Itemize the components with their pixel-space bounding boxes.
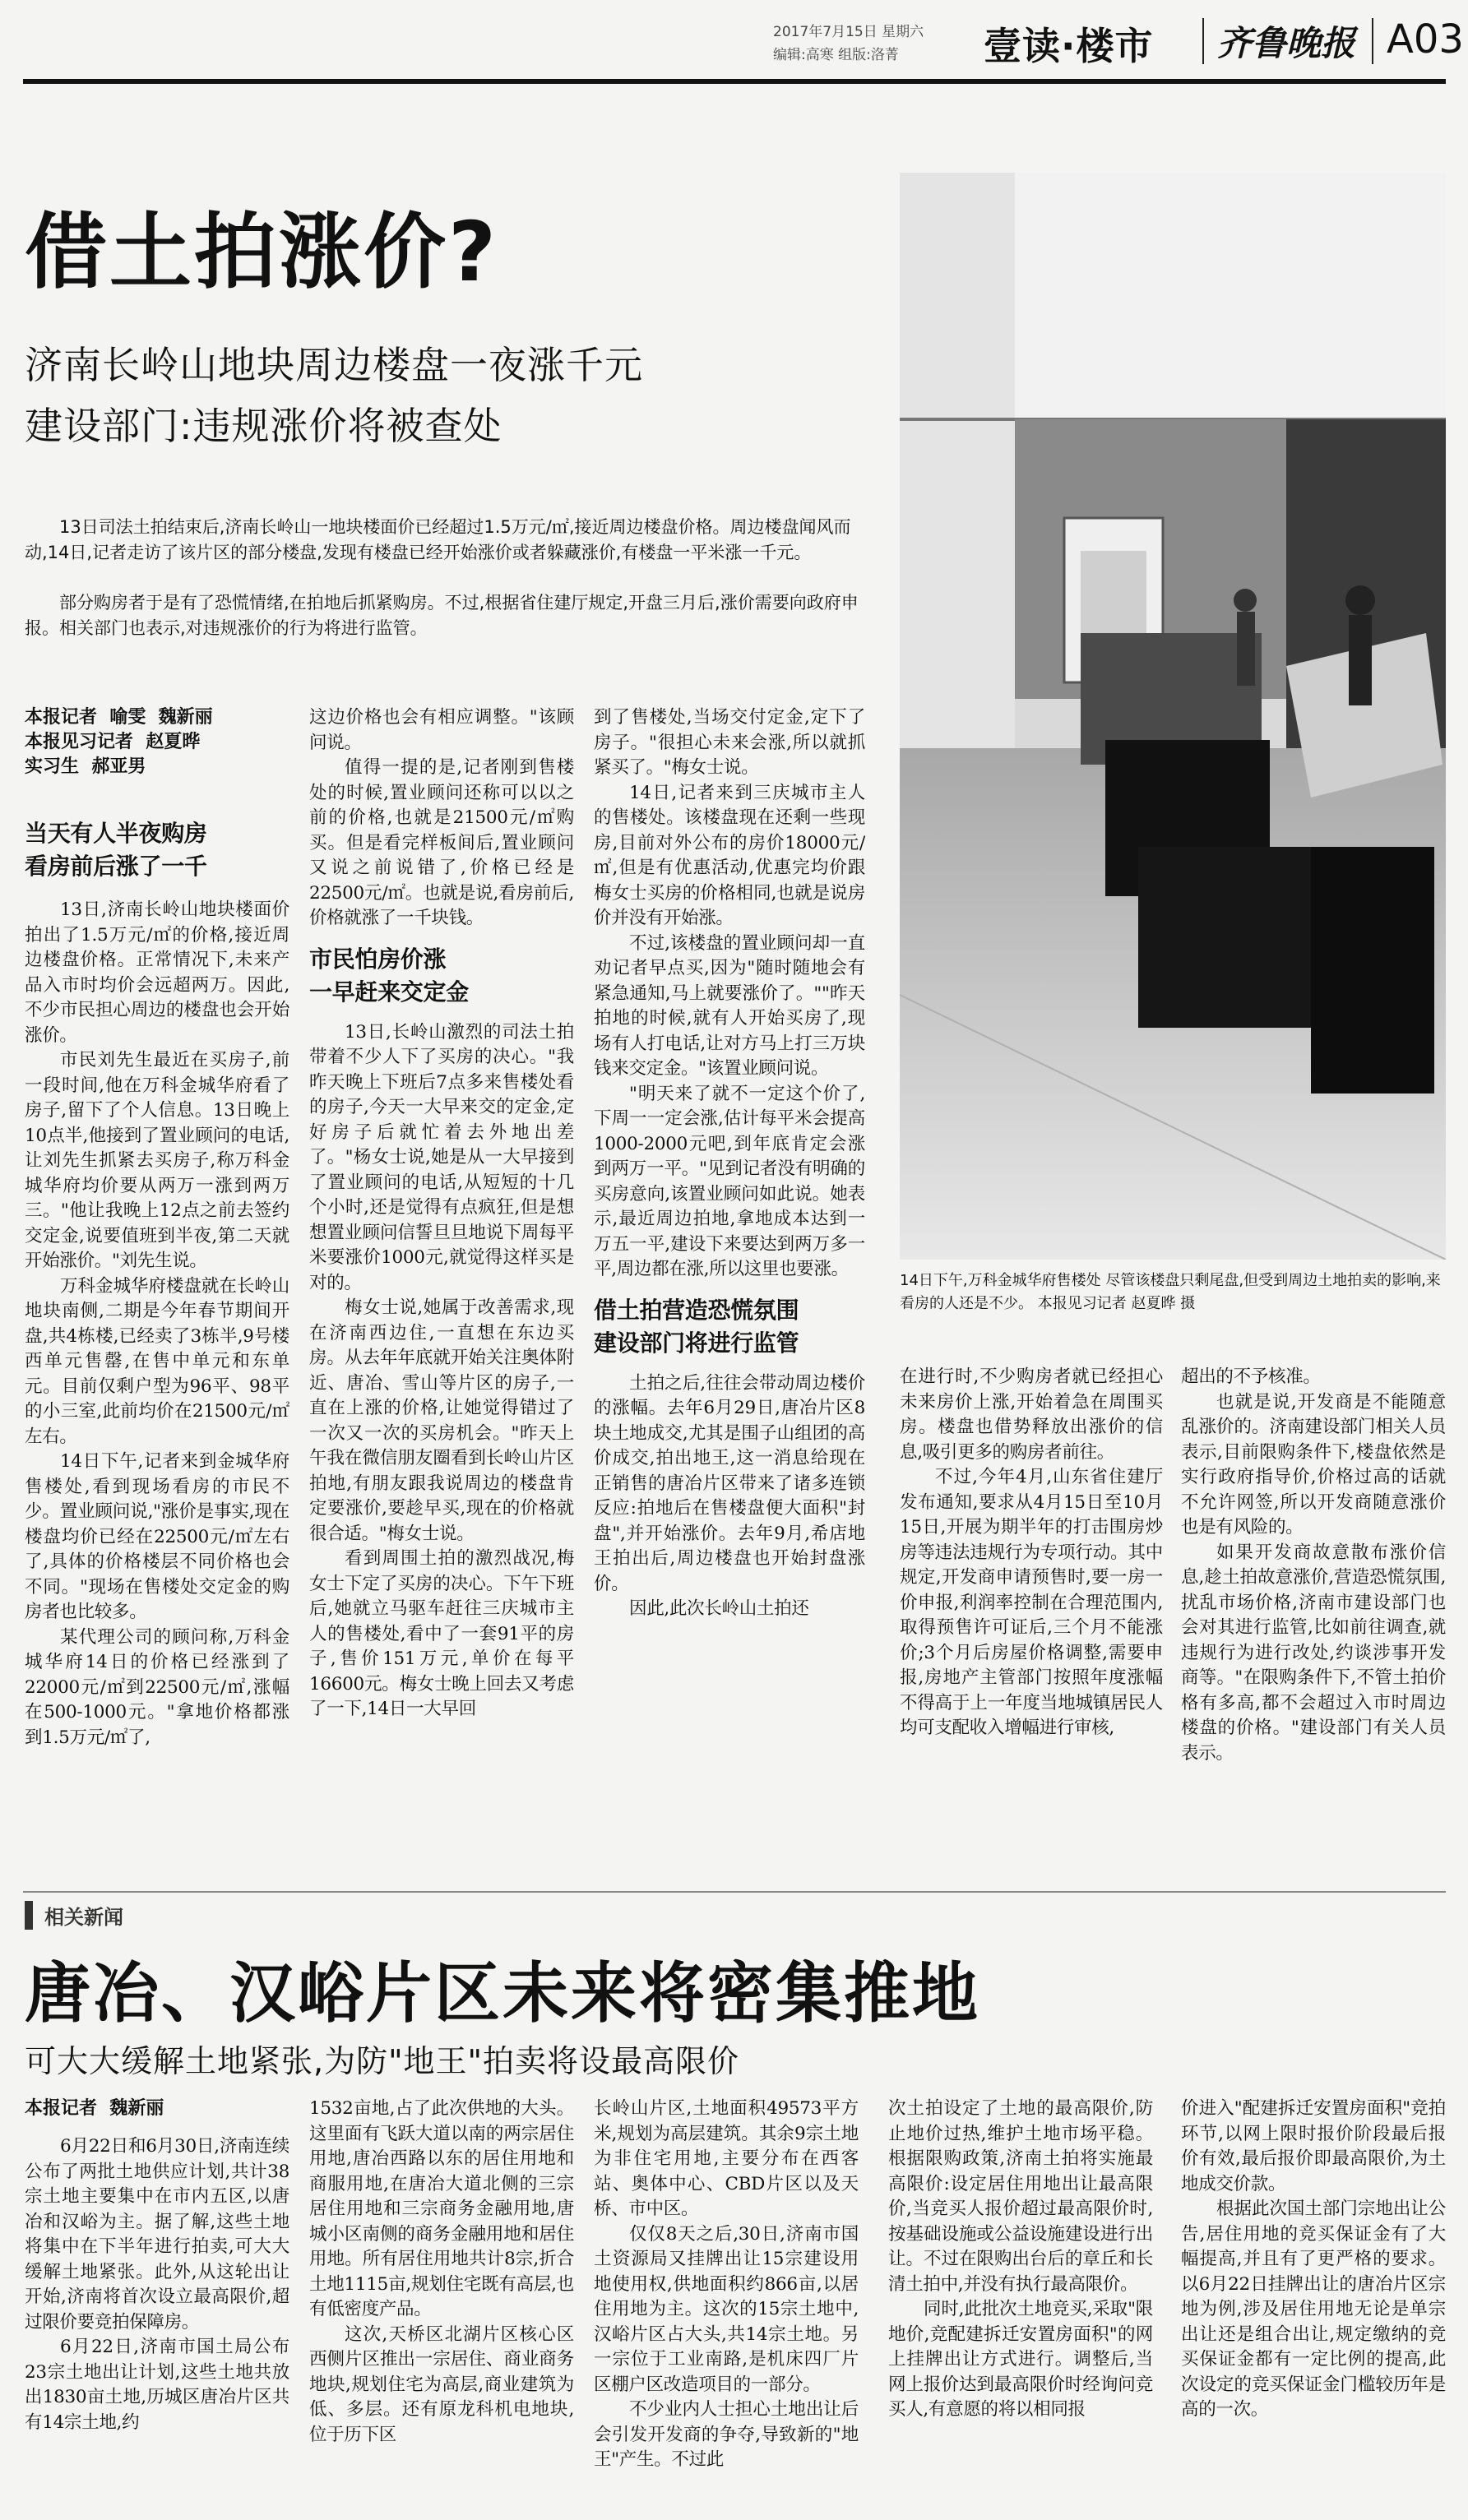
main-subheadline-2: 建设部门:违规涨价将被查处: [25, 404, 502, 448]
section-divider: [23, 1891, 1446, 1893]
paragraph: 14日下午,记者来到金城华府售楼处,看到现场看房的市民不少。置业顾问说,"涨价是事实,现在楼盘均价已经在22500元/㎡左右了,具体的价格楼层不同价格也会不同。"现场在售楼处交定金的购房者也比较多。: [25, 1451, 289, 1622]
sales-office-photo: [900, 173, 1446, 1260]
related-byline: 本报记者 魏新丽: [25, 2098, 164, 2119]
paragraph: 同时,此批次土地竞买,采取"限地价,竞配建拆迁安置房面积"的网上挂牌出让方式进行。调整后,当网上报价达到最高限价时经询问竞买人,有意愿的将以相同报: [888, 2299, 1153, 2420]
header-rule: [23, 79, 1446, 84]
issue-date: 2017年7月15日 星期六: [773, 24, 924, 40]
paragraph: 也就是说,开发商是不能随意乱涨价的。济南建设部门相关人员表示,目前限购条件下,楼盘依然是实行政府指导价,价格过高的话就不允许网签,所以开发商随意涨价也是有风险的。: [1181, 1391, 1446, 1537]
paragraph: 土拍之后,往往会带动周边楼价的涨幅。去年6月29日,唐冶片区8块土地成交,尤其是围子山组团的高价成交,拍出地王,这一消息给现在正销售的唐冶片区带来了诸多连锁反应:拍地后在售楼盘便大面积"封盘",并开始涨价。去年9月,希店地王拍出后,周边楼盘也开始封盘涨价。: [594, 1372, 865, 1594]
related-subheadline: 可大大缓解土地紧张,为防"地王"拍卖将设最高限价: [25, 2043, 740, 2079]
paragraph: 14日,记者来到三庆城市主人的售楼处。该楼盘现在还剩一些现房,目前对外公布的房价18000元/㎡,但是有优惠活动,优惠完均价跟梅女士买房的价格相同,也就是说房价并没有开始涨。: [594, 782, 865, 928]
paragraph: 13日,济南长岭山地块楼面价拍出了1.5万元/㎡的价格,接近周边楼盘价格。正常情况下,未来产品入市时均价会远超两万。因此,不少市民担心周边的楼盘也会开始涨价。: [25, 899, 289, 1046]
article-column-5: [1181, 1365, 1446, 1766]
paragraph: 因此,此次长岭山土拍还: [629, 1598, 809, 1619]
header-divider: [1202, 18, 1204, 64]
main-headline: 借土拍涨价?: [25, 204, 499, 300]
paragraph: 市民刘先生最近在买房子,前一段时间,他在万科金城华府看了房子,留下了个人信息。13日晚上10点半,他接到了置业顾问的电话,让刘先生抓紧去买房子,称万科金城华府均价要从两万一涨到两万三。"他让我晚上12点之前去签约交定金,说要值班到半夜,第二天就开始涨价。"刘先生说。: [25, 1050, 289, 1271]
paragraph: 13日,长岭山激烈的司法土拍带着不少人下了买房的决心。"我昨天晚上下班后7点多来售楼处看的房子,今天一大早来交的定金,定好房子后就忙着去外地出差了。"杨女士说,她是从一大早接到了置业顾问的电话,从短短的十几个小时,还是觉得有点疯狂,但是想想置业顾问信誓旦旦地说下周每平米要涨价1000元,就觉得这样买是对的。: [309, 1021, 574, 1293]
related-headline: 唐冶、汉峪片区未来将密集推地: [25, 1955, 980, 2032]
paragraph: 根据此次国土部门宗地出让公告,居住用地的竞买保证金有了大幅提高,并且有了更严格的要求。以6月22日挂牌出让的唐冶片区宗地为例,涉及居住用地无论是单宗出让还是组合出让,规定缴纳的竞买保证金都有一定比例的提高,此次设定的竞买保证金门槛较历年是高的一次。: [1181, 2199, 1446, 2420]
editor-credits: 编辑:高寒 组版:洛菁: [773, 47, 899, 63]
paragraph: 万科金城华府楼盘就在长岭山地块南侧,二期是今年春节期间开盘,共4栋楼,已经卖了3栋半,9号楼西单元售罄,在售中单元和东单元。目前仅剩户型为96平、98平的小三室,此前均价在21500元/㎡左右。: [25, 1275, 289, 1447]
related-column-4: [888, 2097, 1153, 2513]
paragraph: 长岭山片区,土地面积49573平方米,规划为高层建筑。其余9宗土地为非住宅用地,主要分布在西客站、奥体中心、CBD片区以及天桥、市中区。: [594, 2098, 859, 2219]
section-title: 壹读·楼市: [984, 24, 1154, 68]
paragraph: 次土拍设定了土地的最高限价,防止地价过热,维护土地市场平稳。根据限购政策,济南土拍将实施最高限价:设定居住用地出让最高限价,当竞买人报价超过最高限价时,按基础设施或公益设施建设进行出让。不过在限购出台后的章丘和长清土拍中,并没有执行最高限价。: [888, 2098, 1153, 2295]
paragraph: 不过,该楼盘的置业顾问却一直劝记者早点买,因为"随时随地会有紧急通知,马上就要涨价了。""昨天拍地的时候,就有人开始买房了,现场有人打电话,让对方马上打三万块钱来交定金。"该置业顾问说。: [594, 932, 865, 1079]
lead-paragraph: 部分购房者于是有了恐慌情绪,在拍地后抓紧购房。不过,根据省住建厅规定,开盘三月后,涨价需要向政府申报。相关部门也表示,对违规涨价的行为将进行监管。: [25, 593, 859, 638]
subhead: 当天有人半夜购房: [25, 820, 207, 847]
article-column-1: [25, 817, 289, 1750]
subhead: 借土拍营造恐慌氛围: [594, 1296, 799, 1324]
paragraph: 价进入"配建拆迁安置房面积"竞拍环节,以网上限时报价阶段最后报价有效,最后报价即最高限价,为土地成交价款。: [1181, 2098, 1446, 2194]
paragraph: "明天来了就不一定这个价了,下周一一定会涨,估计每平米会提高1000-2000元吧,到年底肯定会涨到两万一平。"见到记者没有明确的买房意向,该置业顾问如此说。她表示,最近周边拍地,拿地成本达到一万五一平,建设下来要达到两万多一平,周边都在涨,所以这里也要涨。: [594, 1083, 865, 1279]
related-column-3: [594, 2097, 859, 2513]
photo-illustration: [900, 173, 1446, 1260]
paragraph: 这次,天桥区北湖片区核心区西侧片区推出一宗居住、商业商务地块,规划住宅为高层,商业建筑为低、多层。还有原龙科机电地块,位于历下区: [309, 2323, 574, 2445]
related-column-2: [309, 2097, 574, 2513]
paragraph: 6月22日,济南市国土局公布23宗土地出让计划,这些土地共放出1830亩土地,历城区唐冶片区共有14宗土地,约: [25, 2337, 289, 2433]
paragraph: 在进行时,不少购房者就已经担心未来房价上涨,开始着急在周围买房。楼盘也借势释放出涨价的信息,吸引更多的购房者前往。: [900, 1366, 1163, 1463]
header-divider: [1372, 18, 1373, 64]
paragraph: 1532亩地,占了此次供地的大头。这里面有飞跃大道以南的两宗居住用地,唐冶西路以东的居住用地和商服用地,在唐冶大道北侧的三宗居住用地和三宗商务金融用地,唐城小区南侧的商务金融用地和居住用地。所有居住用地共计8宗,折合土地1115亩,规划住宅既有高层,也有低密度产品。: [309, 2098, 574, 2319]
paragraph: 到了售楼处,当场交付定金,定下了房子。"很担心未来会涨,所以就抓紧买了。"梅女士说。: [594, 707, 865, 778]
photo-caption: 14日下午,万科金城华府售楼处 尽管该楼盘只剩尾盘,但受到周边土地拍卖的影响,来看房的人还是不少。 本报见习记者 赵夏晔 摄: [900, 1272, 1441, 1312]
article-column-3: [594, 705, 865, 1622]
related-column-5: [1181, 2097, 1446, 2513]
paragraph: 某代理公司的顾问称,万科金城华府14日的价格已经涨到了22000元/㎡到22500元/㎡,涨幅在500-1000元。"拿地价格都涨到1.5万元/㎡了,: [25, 1626, 289, 1748]
newspaper-logo: 齐鲁晚报: [1217, 23, 1356, 63]
paragraph: 仅仅8天之后,30日,济南市国土资源局又挂牌出让15宗建设用地使用权,供地面积约866亩,以居住用地为主。这次的15宗土地中,汉峪片区占大头,共14宗土地。另一宗位于工业南路,是机床四厂片区棚户区改造项目的一部分。: [594, 2223, 859, 2395]
paragraph: 值得一提的是,记者刚到售楼处的时候,置业顾问还称可以以之前的价格,也就是21500元/㎡购买。但是看完样板间后,置业顾问又说之前说错了,价格已经是22500元/㎡。也就是说,看房前后,价格就涨了一千块钱。: [309, 757, 574, 928]
article-column-4: [900, 1365, 1163, 1741]
paragraph: 超出的不予核准。: [1181, 1366, 1321, 1387]
related-news-label: 相关新闻: [25, 1901, 123, 1930]
paragraph: 如果开发商故意散布涨价信息,趁土拍故意涨价,营造恐慌氛围,扰乱市场价格,济南市建设部门也会对其进行监管,比如前往调查,就违规行为进行改处,约谈涉事开发商等。"在限购条件下,不管土拍价格有多高,都不会超过入市时周边楼盘的价格。"建设部门有关人员表示。: [1181, 1542, 1446, 1764]
subhead: 市民怕房价涨: [309, 945, 447, 973]
paragraph: 6月22日和6月30日,济南连续公布了两批土地供应计划,共计38宗土地主要集中在市内五区,以唐冶和汉峪为主。据了解,这些土地将集中在下半年进行拍卖,可大大缓解土地紧张。此外,从这轮出让开始,济南将首次设立最高限价,超过限价要竞拍保障房。: [25, 2136, 289, 2333]
subhead: 一早赶来交定金: [309, 978, 469, 1006]
byline: 本报记者 喻雯 魏新丽 本报见习记者 赵夏晔 实习生 郝亚男: [25, 707, 213, 777]
paragraph: 这边价格也会有相应调整。"该顾问说。: [309, 707, 574, 753]
subhead: 建设部门将进行监管: [594, 1329, 799, 1357]
subhead: 看房前后涨了一千: [25, 853, 207, 880]
page-number: A03: [1387, 16, 1464, 62]
lead-paragraph: 13日司法土拍结束后,济南长岭山一地块楼面价已经超过1.5万元/㎡,接近周边楼盘价格。周边楼盘闻风而动,14日,记者走访了该片区的部分楼盘,发现有楼盘已经开始涨价或者躲藏涨价,有楼盘一平米涨一千元。: [25, 517, 851, 562]
paragraph: 看到周围土拍的激烈战况,梅女士下定了买房的决心。下午下班后,她就立马驱车赶往三庆城市主人的售楼处,看中了一套91平的房子,售价151万元,单价在每平16600元。梅女士晚上回去又考虑了一下,14日一大早回: [309, 1548, 574, 1719]
main-subheadline-1: 济南长岭山地块周边楼盘一夜涨千元: [25, 343, 643, 387]
paragraph: 不少业内人士担心土地出让后会引发开发商的争夺,导致新的"地王"产生。不过此: [594, 2399, 859, 2470]
paragraph: 梅女士说,她属于改善需求,现在济南西边住,一直想在东边买房。从去年年底就开始关注奥体附近、唐冶、雪山等片区的房子,一直在上涨的价格,让她觉得错过了一次又一次的买房机会。"昨天上午我在微信朋友圈看到长岭山片区拍地,有朋友跟我说周边的楼盘肯定要涨价,要趁早买,现在的价格就很合适。"梅女士说。: [309, 1297, 574, 1544]
article-column-2: [309, 705, 574, 1722]
related-column-1: [25, 2134, 289, 2513]
paragraph: 不过,今年4月,山东省住建厅发布通知,要求从4月15日至10月15日,开展为期半年的打击围房炒房等违法违规行为专项行动。其中规定,开发商申请预售时,要一房一价申报,利润率控制在合理范围内,取得预售许可证后,三个月不能涨价;3个月后房屋价格调整,需要申报,房地产主管部门按照年度涨幅不得高于上一年度当地城镇居民人均可支配收入增幅进行审核,: [900, 1467, 1163, 1738]
